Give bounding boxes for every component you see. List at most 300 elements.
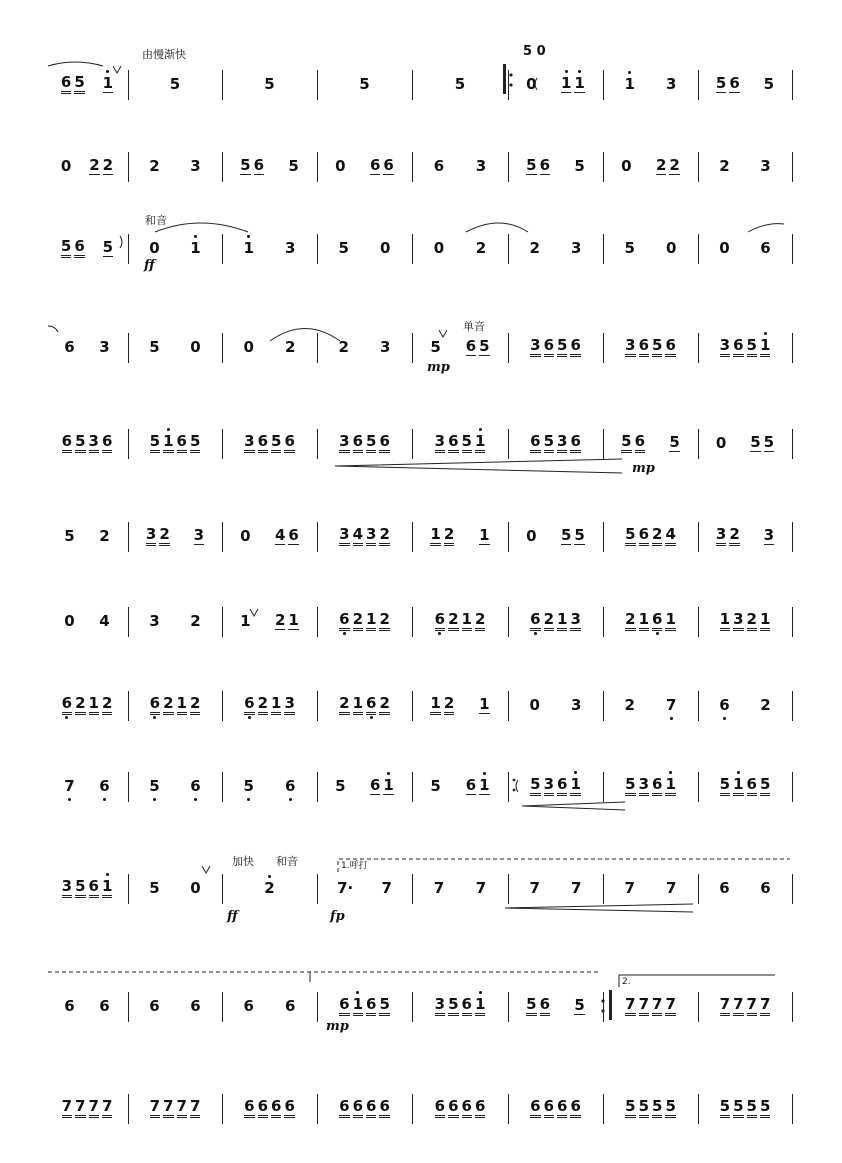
beat	[285, 339, 295, 355]
beat	[764, 527, 774, 545]
score-row	[0, 423, 842, 463]
beat	[430, 526, 454, 546]
beat	[625, 1098, 676, 1118]
note: 3	[339, 433, 349, 453]
note: 5	[530, 776, 540, 796]
measure	[698, 601, 792, 641]
note: 6	[747, 776, 757, 796]
beat	[62, 695, 113, 715]
note: 6	[462, 1098, 472, 1118]
beat	[62, 1098, 113, 1118]
beat	[244, 695, 295, 715]
beat	[720, 1098, 771, 1118]
note: 3	[716, 526, 726, 546]
measure	[317, 228, 412, 268]
measure	[128, 601, 222, 641]
measure	[317, 423, 412, 463]
beat	[335, 778, 345, 794]
note: 0	[60, 157, 72, 175]
beat	[149, 158, 159, 174]
beat	[149, 880, 159, 896]
measure	[412, 1088, 508, 1128]
beat	[720, 337, 771, 357]
beat	[244, 339, 254, 355]
note: 5	[733, 1098, 743, 1118]
note: 6	[570, 433, 580, 453]
measure	[317, 766, 412, 806]
note: 5	[102, 238, 114, 256]
note: 6	[369, 156, 381, 174]
note: 1	[760, 611, 770, 631]
beat	[621, 158, 631, 174]
beat	[339, 240, 349, 256]
beat	[571, 240, 581, 256]
beat	[244, 778, 254, 794]
barline	[792, 333, 793, 363]
measure	[317, 685, 412, 725]
barline	[792, 522, 793, 552]
note: 3	[625, 337, 635, 357]
note: 1	[639, 611, 649, 631]
beat	[190, 240, 200, 256]
note: 2	[338, 338, 349, 356]
note: 6	[149, 997, 160, 1015]
note: 1	[574, 74, 585, 92]
beat	[476, 158, 486, 174]
upper-voice-notes: 5 0	[523, 44, 546, 59]
measure	[698, 327, 792, 367]
note: 5	[454, 75, 466, 93]
note: 0	[149, 239, 160, 257]
note: 5	[763, 75, 775, 93]
note: 5	[335, 777, 346, 795]
measure	[317, 868, 412, 908]
note: 6	[448, 433, 458, 453]
note: 2	[339, 695, 349, 715]
note: 6	[733, 337, 743, 357]
note: 6	[719, 879, 730, 897]
note: 1	[353, 996, 363, 1016]
volta-2-label: 2.	[622, 977, 631, 987]
beat	[190, 998, 200, 1014]
measure	[603, 64, 698, 104]
note: 6	[150, 695, 160, 715]
measure	[508, 766, 603, 806]
note: 6	[353, 1098, 363, 1118]
measure	[222, 327, 317, 367]
note: 6	[74, 238, 84, 258]
note: 6	[729, 74, 740, 92]
score-row	[0, 228, 842, 268]
beat	[264, 880, 274, 896]
beat	[62, 878, 113, 898]
beat	[435, 433, 486, 453]
note: 2	[149, 157, 160, 175]
note: 6	[339, 1098, 349, 1118]
measure	[46, 868, 128, 908]
measure	[46, 601, 128, 641]
beat	[370, 777, 394, 795]
beat	[285, 778, 295, 794]
beat	[99, 778, 109, 794]
chord-marking-2: 和音	[276, 855, 298, 868]
note: 0	[715, 434, 727, 452]
measure	[698, 146, 792, 186]
note: 7	[624, 879, 635, 897]
note: 4	[665, 526, 675, 546]
note: 5	[359, 75, 370, 93]
note: 5	[763, 433, 775, 451]
note: 2	[264, 879, 275, 897]
note: 5	[74, 74, 84, 94]
beat	[380, 240, 390, 256]
note: 2	[544, 611, 554, 631]
score-row	[0, 146, 842, 186]
note: 5	[64, 527, 75, 545]
score-row	[0, 766, 842, 806]
note: 5	[169, 75, 181, 93]
score-row	[0, 868, 842, 908]
barline	[792, 874, 793, 904]
measure	[46, 766, 128, 806]
note: 6	[366, 695, 376, 715]
note: 6	[61, 74, 71, 94]
note: 7	[102, 1098, 112, 1118]
note: 6	[366, 1098, 376, 1118]
note: 1	[430, 695, 440, 715]
beat	[561, 527, 585, 545]
beat	[574, 158, 584, 174]
note: 0	[526, 75, 537, 93]
note: 6	[530, 611, 540, 631]
note: 5	[574, 157, 585, 175]
note: 6	[253, 156, 265, 174]
barline	[792, 429, 793, 459]
beat	[103, 75, 113, 93]
beat	[339, 611, 390, 631]
note: 6	[288, 526, 299, 544]
measure	[603, 1088, 698, 1128]
barline	[792, 70, 793, 100]
measure	[412, 685, 508, 725]
note: 2	[669, 156, 680, 174]
measure	[222, 766, 317, 806]
note: 7	[163, 1098, 173, 1118]
note: 1	[102, 74, 114, 92]
beat	[149, 998, 159, 1014]
measure	[412, 516, 508, 556]
note: 2	[102, 695, 112, 715]
beat	[719, 697, 729, 713]
beat	[720, 611, 771, 631]
beat	[190, 880, 200, 896]
beat	[719, 158, 729, 174]
note: 6	[258, 433, 268, 453]
note: 2	[102, 156, 114, 174]
note: 2	[75, 695, 85, 715]
note: 2	[89, 156, 100, 174]
beat	[434, 240, 444, 256]
beat	[720, 996, 771, 1016]
measure	[317, 64, 412, 104]
note: 3	[666, 75, 677, 93]
beat	[760, 697, 770, 713]
measure	[603, 146, 698, 186]
single-tone-marking: 单音	[463, 320, 485, 333]
beat	[466, 777, 490, 795]
note: 2	[719, 157, 730, 175]
note: 5	[544, 433, 554, 453]
beat	[430, 339, 440, 355]
note: 3	[639, 776, 649, 796]
beat	[434, 158, 444, 174]
note: 6	[285, 997, 296, 1015]
note: 0	[380, 239, 391, 257]
note: 1	[288, 611, 299, 629]
note: 7	[747, 996, 757, 1016]
beat	[669, 434, 679, 452]
beat	[719, 240, 729, 256]
note: 1	[177, 695, 187, 715]
note: 5	[720, 776, 730, 796]
dynamic-mp: mp	[427, 360, 450, 375]
note: 5	[574, 996, 585, 1014]
measure	[412, 601, 508, 641]
beat	[381, 880, 391, 896]
note: 5	[557, 337, 567, 357]
note: 6	[530, 1098, 540, 1118]
measure	[46, 516, 128, 556]
note: 5	[149, 338, 160, 356]
note: 5	[75, 433, 85, 453]
beat	[149, 613, 159, 629]
measure	[128, 516, 222, 556]
note: 5	[652, 1098, 662, 1118]
score-row	[0, 516, 842, 556]
note: 1	[624, 75, 635, 93]
note: 2	[475, 611, 485, 631]
beat	[244, 433, 295, 453]
note: 2	[529, 239, 540, 257]
note: 2	[379, 695, 389, 715]
measure	[603, 685, 698, 725]
note: 6	[285, 777, 296, 795]
beat	[275, 527, 299, 545]
beat	[526, 528, 536, 544]
beat	[339, 695, 390, 715]
measure	[508, 986, 603, 1026]
measure	[128, 423, 222, 463]
beat	[244, 1098, 295, 1118]
note: 3	[366, 526, 376, 546]
note: 6	[544, 337, 554, 357]
note: 6	[635, 433, 645, 453]
note: 0	[190, 338, 201, 356]
note: 0	[433, 239, 445, 257]
note: 4	[353, 526, 363, 546]
note: 0	[719, 239, 730, 257]
measure	[698, 228, 792, 268]
measure	[222, 1088, 317, 1128]
tempo-marking: 由慢渐快	[142, 48, 186, 61]
note: 1	[557, 611, 567, 631]
note: 3	[339, 526, 349, 546]
measure	[46, 146, 128, 186]
measure	[46, 64, 128, 104]
measure	[603, 327, 698, 367]
beat	[716, 526, 740, 546]
note: 5	[526, 996, 536, 1016]
beat	[625, 337, 676, 357]
score-row	[0, 601, 842, 641]
beat	[666, 697, 676, 713]
note: 5	[624, 239, 635, 257]
note: 5	[75, 878, 85, 898]
note: 4	[274, 526, 286, 544]
beat	[380, 339, 390, 355]
measure	[128, 986, 222, 1026]
note: 1	[479, 695, 490, 713]
note: 6	[557, 776, 567, 796]
beat	[61, 158, 71, 174]
note: 3	[475, 157, 487, 175]
measure	[603, 766, 698, 806]
note: 3	[570, 611, 580, 631]
note: 2	[285, 338, 296, 356]
measure	[698, 516, 792, 556]
note: 1	[462, 611, 472, 631]
beat	[625, 526, 676, 546]
note: 0	[526, 527, 537, 545]
note: 7	[652, 996, 662, 1016]
note: 6	[271, 1098, 281, 1118]
note: 1	[475, 996, 485, 1016]
note: 6	[177, 433, 187, 453]
measure	[603, 423, 698, 463]
beat	[359, 76, 369, 92]
volta-1-label: 1.呼打	[341, 861, 368, 871]
note: 5	[430, 338, 441, 356]
beat	[244, 240, 254, 256]
barline	[792, 607, 793, 637]
beat	[190, 339, 200, 355]
note: 5	[625, 776, 635, 796]
note: 6	[433, 157, 445, 175]
beat	[476, 240, 486, 256]
note: 5	[264, 75, 275, 93]
note: 0	[64, 612, 75, 630]
beat	[240, 157, 264, 175]
measure	[128, 64, 222, 104]
note: 1	[240, 612, 251, 630]
beat	[716, 75, 740, 93]
beat	[61, 238, 85, 258]
note: 2	[163, 695, 173, 715]
measure	[222, 986, 317, 1026]
note: 2	[379, 611, 389, 631]
beat	[64, 613, 74, 629]
score-row	[0, 1088, 842, 1128]
note: 1	[479, 776, 490, 794]
dynamic-fp: fp	[330, 909, 345, 924]
note: 6	[530, 433, 540, 453]
measure	[128, 766, 222, 806]
note: 6	[284, 1098, 294, 1118]
score-row	[0, 64, 842, 104]
note: 6	[383, 156, 394, 174]
note: 1	[89, 695, 99, 715]
measure	[128, 1088, 222, 1128]
note: 0	[335, 157, 346, 175]
beat	[760, 880, 770, 896]
note: 2	[190, 612, 201, 630]
note: 6	[652, 611, 662, 631]
beat	[666, 76, 676, 92]
note: 3	[62, 878, 72, 898]
beat	[656, 157, 680, 175]
measure	[46, 685, 128, 725]
note: 6	[258, 1098, 268, 1118]
note: 5	[574, 526, 585, 544]
beat	[526, 157, 550, 175]
beat	[435, 1098, 486, 1118]
beat	[435, 611, 486, 631]
beat	[625, 996, 676, 1016]
beat	[760, 240, 770, 256]
beat	[149, 339, 159, 355]
note: 5	[526, 156, 537, 174]
note: 2	[99, 527, 110, 545]
note: 1	[353, 695, 363, 715]
beat	[264, 76, 274, 92]
beat	[476, 880, 486, 896]
measure	[222, 868, 317, 908]
note: 2	[444, 526, 454, 546]
beat	[149, 240, 159, 256]
speed-up-marking: 加快	[232, 855, 254, 868]
barline	[792, 691, 793, 721]
note: 2	[760, 696, 771, 714]
beat	[150, 695, 201, 715]
measure	[603, 601, 698, 641]
beat	[526, 76, 536, 92]
measure	[508, 516, 603, 556]
measure	[698, 64, 792, 104]
beat	[530, 240, 540, 256]
note: 5	[366, 433, 376, 453]
note: 6	[540, 996, 550, 1016]
measure	[222, 601, 317, 641]
measure	[412, 868, 508, 908]
beat	[720, 776, 771, 796]
measure	[508, 868, 603, 908]
note: 6	[99, 777, 110, 795]
note: 3	[380, 338, 391, 356]
beat	[339, 1098, 390, 1118]
note: 7	[529, 879, 540, 897]
note: 6	[465, 776, 477, 794]
note: 6	[284, 433, 294, 453]
measure	[317, 516, 412, 556]
beat	[479, 527, 489, 545]
measure	[508, 327, 603, 367]
beat	[339, 526, 390, 546]
beat	[621, 433, 645, 453]
note: 2	[190, 695, 200, 715]
note: 7	[760, 996, 770, 1016]
measure	[508, 146, 603, 186]
measure	[698, 766, 792, 806]
